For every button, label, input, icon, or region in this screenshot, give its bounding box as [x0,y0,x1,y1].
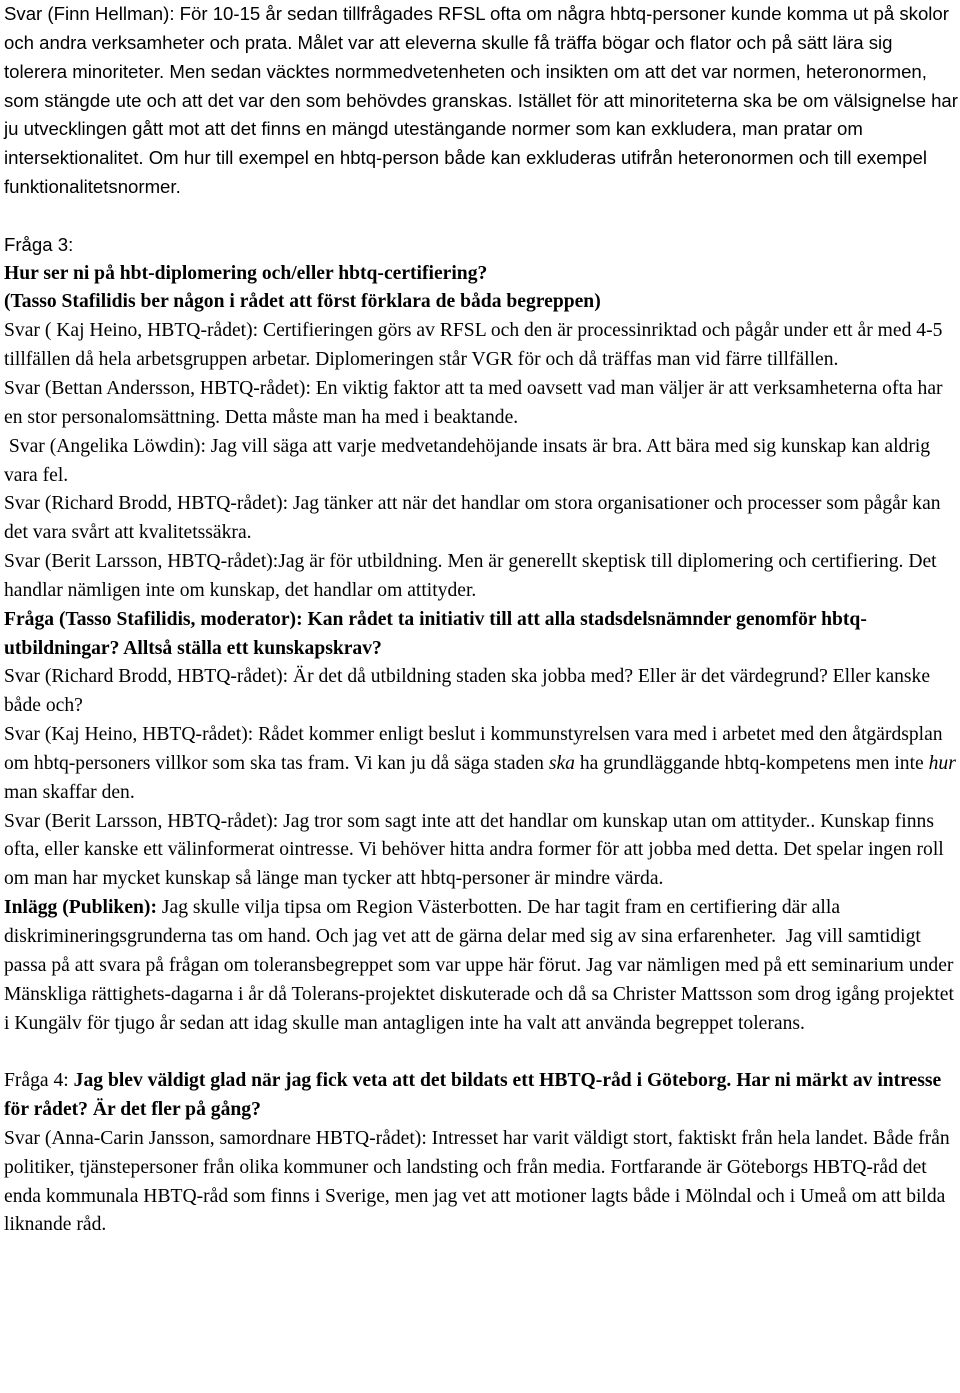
answer-kaj-heino-1: Svar ( Kaj Heino, HBTQ-rådet): Certifieringen görs av RFSL och den är processinriktad och pågår under ett år med 4-5 tillfällen då hela arbetsgruppen arbetar. Diplomeringen står VGR för och då träffas man vid färre tillfällen. [4,320,943,371]
answer-anna-carin-jansson: Svar (Anna-Carin Jansson, samordnare HBTQ-rådet): Intresset har varit väldigt stort, faktiskt från hela landet. Både från politiker, tjänstepersoner från olika kommuner och landsting och från media. Fortfarande är Göteborgs HBTQ-råd det enda kommunala HBTQ-råd som finns i Sverige, men jag vet att motioner lagts både i Mölndal och i Umeå om att bilda liknande råd. [4,1127,950,1236]
question-moderator: Fråga (Tasso Stafilidis, moderator): Kan rådet ta initiativ till att alla stadsdelsnämnder genomför hbtq-utbildningar? Alltså ställa ett kunskapskrav? [4,608,867,659]
paragraph-gap [4,1038,960,1067]
question-4: Fråga 4: Jag blev väldigt glad när jag fick veta att det bildats ett HBTQ-råd i Göteborg. Har ni märkt av intresse för rådet? Är det fler på gång? [4,1070,942,1121]
speaker-label: Svar (Finn Hellman): [4,3,180,24]
answer-richard-brodd-2: Svar (Richard Brodd, HBTQ-rådet): Är det då utbildning staden ska jobba med? Eller är det värdegrund? Eller kanske både och? [4,666,931,717]
question-3-text: Hur ser ni på hbt-diplomering och/eller hbtq-certifiering? [4,262,488,284]
paragraph-gap [4,202,960,231]
answer-bettan-andersson: Svar (Bettan Andersson, HBTQ-rådet): En viktig faktor att ta med oavsett vad man väljer är att verksamheterna ofta har en stor personalomsättning. Detta måste man ha med i beaktande. [4,377,943,428]
answer-berit-larsson-2: Svar (Berit Larsson, HBTQ-rådet): Jag tror som sagt inte att det handlar om kunskap utan om attityder.. Kunskap finns ofta, eller kanske ett välinformerat ointresse. Vi behöver hitta andra former för att jobba med detta. Det spelar ingen roll om man har mycket kunskap så länge man tycker att hbtq-personer är mindre värda. [4,810,944,890]
answer-angelika-lowdin: Svar (Angelika Löwdin): Jag vill säga att varje medvetandehöjande insats är bra. Att bära med sig kunskap kan aldrig vara fel. [4,435,935,486]
audience-comment: Inlägg (Publiken): Jag skulle vilja tipsa om Region Västerbotten. De har tagit fram en certifiering där alla diskrimineringsgrunderna tas om hand. Och jag vet att de gärna delar med sig av sina erfarenheter. Jag vill samtidigt passa på att svara på frågan om toleransbegreppet som var uppe här förut. Jag var nämligen med på ett seminarium under Mänskliga rättighets-dagarna i år då Tolerans-projektet diskuterade och då sa Christer Mattsson som drog igång projektet i Kungälv för tjugo år sedan att idag skulle man antagligen inte ha valt att använda begreppet tolerans. [4,897,959,1034]
answer-finn-hellman [4,0,960,202]
answer-text: För 10-15 år sedan tillfrågades RFSL ofta om några hbtq-personer kunde komma ut på skolor och andra verksamheter och prata. Målet var att eleverna skulle få träffa bögar och flator och på sätt lära sig tolerera minoriteter. Men sedan väcktes normmedvetenheten och insikten om att det var normen, heteronormen, som stängde ute och att det var den som behövdes granskas. Istället för att minoriteterna ska be om välsignelse har ju utvecklingen gått mot att det finns en mängd utestängande normer som kan exkludera, man pratar om intersektionalitet. Om hur till exempel en hbtq-person både kan exkluderas utifrån heteronormen och till exempel funktionalitetsnormer. [4,3,958,198]
answer-kaj-heino-2: Svar (Kaj Heino, HBTQ-rådet): Rådet kommer enligt beslut i kommunstyrelsen vara med i arbetet med den åtgärdsplan om hbtq-personers villkor som ska tas fram. Vi kan ju då säga staden ska ha grundläggande hbtq-kompetens men inte hur man skaffar den. [4,724,956,803]
answer-berit-larsson-1: Svar (Berit Larsson, HBTQ-rådet):Jag är för utbildning. Men är generellt skeptisk till diplomering och certifiering. Det handlar nämligen inte om kunskap, det handlar om attityder. [4,551,937,601]
moderator-note: (Tasso Stafilidis ber någon i rådet att först förklara de båda begreppen) [4,291,601,313]
answer-richard-brodd-1: Svar (Richard Brodd, HBTQ-rådet): Jag tänker att när det handlar om stora organisationer och processer som pågår kan det vara svårt att kvalitetssäkra. [4,493,941,544]
question-3-label: Fråga 3: [4,233,74,255]
